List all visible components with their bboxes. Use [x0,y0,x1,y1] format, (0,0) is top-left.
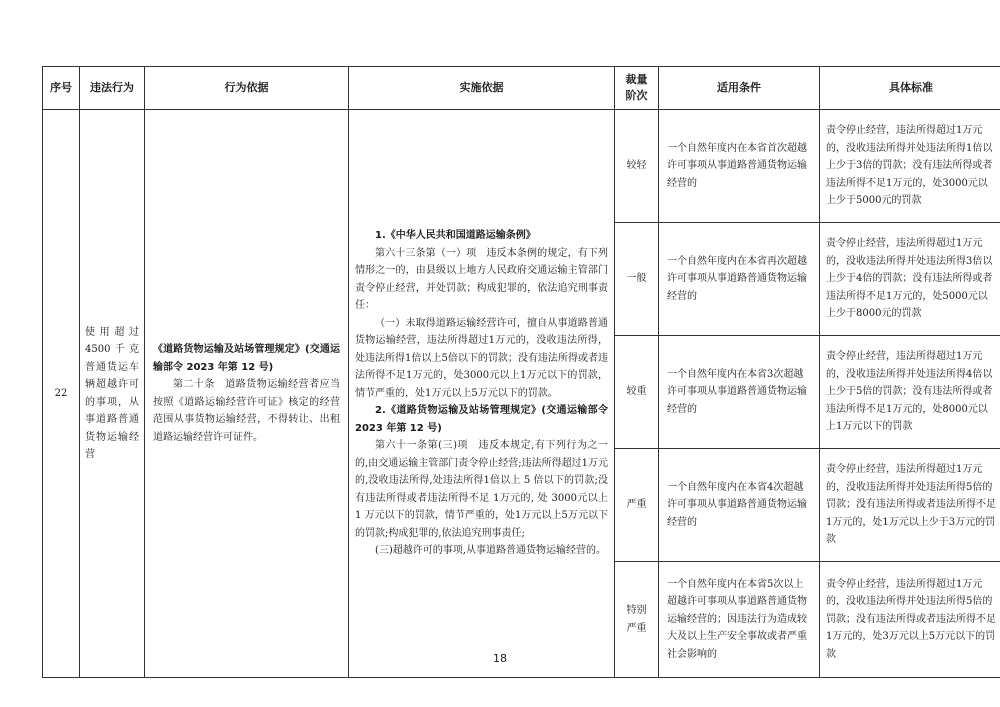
basis-text: 第二十条 道路货物运输经营者应当按照《道路运输经营许可证》核定的经营范围从事货物运输经营，不得转让、出租道路运输经营许可证件。 [153,379,340,443]
tier-condition: 一个自然年度内在本省4次超越许可事项从事道路普通货物运输经营的 [659,449,820,562]
row-violation: 使用超过4500千克普通货运车辆超越许可的事项，从事道路普通货物运输经营 [80,110,145,678]
table-header-row [43,67,1000,110]
header-violation: 违法行为 [80,67,145,110]
header-basis: 行为依据 [145,67,349,110]
tier-standard: 责令停止经营，违法所得超过1万元的，没收违法所得并处违法所得1倍以上少于3倍的罚款；没有违法所得或者违法所得不足1万元的，处3000元以上少于5000元的罚款 [820,110,1000,223]
tier-standard: 责令停止经营，违法所得超过1万元的，没收违法所得并处违法所得3倍以上少于4倍的罚款；没有违法所得或者违法所得不足1万元的，处5000元以上少于8000元的罚款 [820,223,1000,336]
tier-level: 一般 [615,223,659,336]
impl-title-2: 2.《道路货物运输及站场管理规定》(交通运输部令 2023 年第 12 号) [355,405,608,434]
penalty-table [42,66,1000,678]
impl-title-1: 1.《中华人民共和国道路运输条例》 [375,230,536,242]
tier-level: 严重 [615,449,659,562]
tier-standard: 责令停止经营，违法所得超过1万元的，没收违法所得并处违法所得5倍的罚款；没有违法所得或者违法所得不足1万元的，处3万元以上5万元以下的罚款 [820,562,1000,678]
row-implementation [349,110,615,678]
tier-level: 较重 [615,336,659,449]
tier-condition: 一个自然年度内在本省首次超越许可事项从事道路普通货物运输经营的 [659,110,820,223]
tier-standard: 责令停止经营，违法所得超过1万元的，没收违法所得并处违法所得5倍的罚款；没有违法所得或者违法所得不足1万元的，处1万元以上少于3万元的罚款 [820,449,1000,562]
row-seq: 22 [43,110,80,678]
tier-condition: 一个自然年度内在本省再次超越许可事项从事道路普通货物运输经营的 [659,223,820,336]
tier-condition: 一个自然年度内在本省5次以上超越许可事项从事道路普通货物运输经营的；因违法行为造成较大及以上生产安全事故或者严重社会影响的 [659,562,820,678]
table-row [43,110,1000,223]
header-seq: 序号 [43,67,80,110]
impl-paragraph-1: 第六十三条第（一）项 违反本条例的规定，有下列情形之一的，由县级以上地方人民政府交通运输主管部门责令停止经营，并处罚款；构成犯罪的，依法追究刑事责任： [355,247,608,312]
tier-level: 特别严重 [615,562,659,678]
impl-paragraph-3: 第六十一条第(三)项 违反本规定,有下列行为之一的,由交通运输主管部门责令停止经营;违法所得超过1万元的,没收违法所得,处违法所得1倍以上 5 倍以下的罚款;没有违法所得或者违法所得不足 1万元的, 处 3000元以上 1 万元以下的罚款，情节严重的，处1万元以上5万元以下的罚款;构成犯罪的,依法追究刑事责任; [355,440,608,539]
page-number: 18 [493,652,507,665]
tier-condition: 一个自然年度内在本省3次超越许可事项从事道路普通货物运输经营的 [659,336,820,449]
header-level: 裁量阶次 [615,67,659,110]
basis-title: 《道路货物运输及站场管理规定》(交通运输部令 2023 年第 12 号) [153,344,340,373]
impl-paragraph-4: (三)超越许可的事项,从事道路普通货物运输经营的。 [375,545,606,557]
header-implementation: 实施依据 [349,67,615,110]
header-condition: 适用条件 [659,67,820,110]
header-standard: 具体标准 [820,67,1000,110]
impl-paragraph-2: （一）未取得道路运输经营许可，擅自从事道路普通货物运输经营，违法所得超过1万元的，没收违法所得，处违法所得1倍以上5倍以下的罚款；没有违法所得或者违法所得不足1万元的，处3000元以上1万元以下的罚款，情节严重的，处1万元以上5万元以下的罚款。 [355,317,608,399]
tier-standard: 责令停止经营，违法所得超过1万元的，没收违法所得并处违法所得4倍以上少于5倍的罚款；没有违法所得或者违法所得不足1万元的，处8000元以上1万元以下的罚款 [820,336,1000,449]
row-basis [145,110,349,678]
tier-level: 较轻 [615,110,659,223]
